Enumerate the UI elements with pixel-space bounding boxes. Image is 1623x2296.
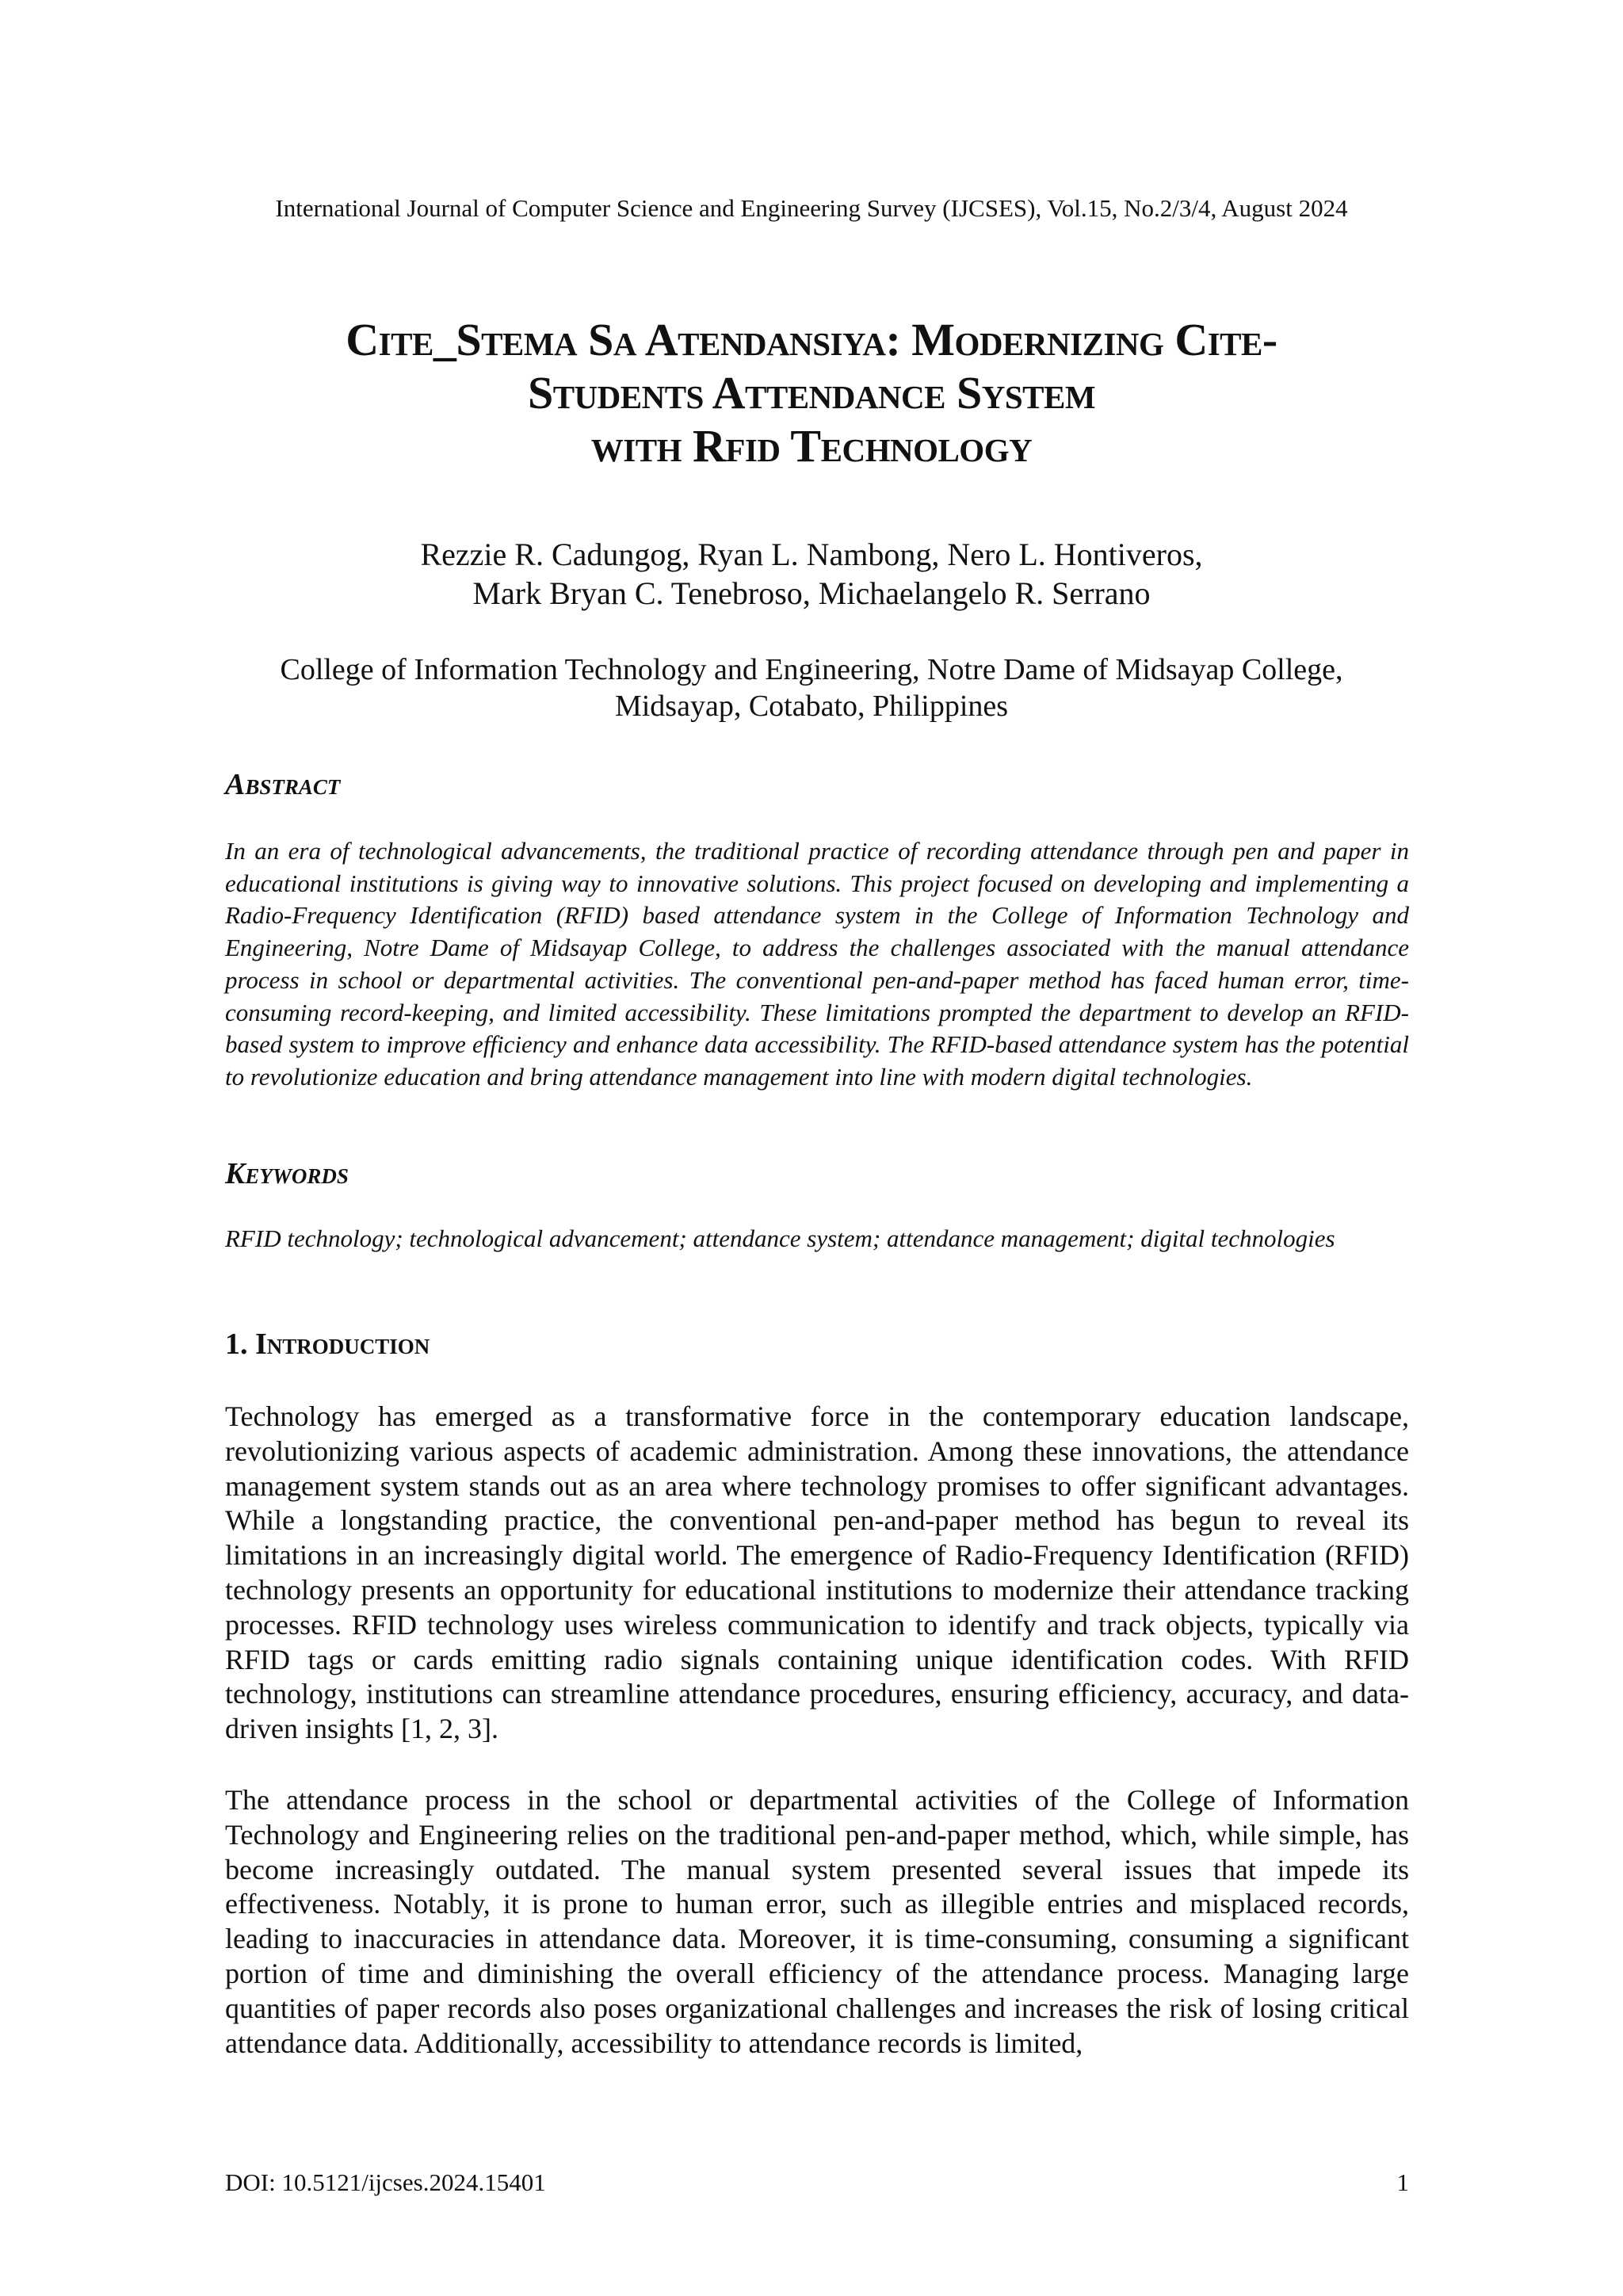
title-line-3: with Rfid Technology — [590, 420, 1033, 472]
abstract-text: In an era of technological advancements, the traditional practice of recording attendance through pen and paper in educational institutions is giving way to innovative solutions. This project focused on developing and implementing a Radio-Frequency Identification (RFID) based attendance system in the College of Information Technology and Engineering, Notre Dame of Midsayap College, to address the challenges associated with the manual attendance process in school or departmental activities. The conventional pen-and-paper method has faced human error, time-consuming record-keeping, and limited accessibility. These limitations prompted the department to develop an RFID-based system to improve efficiency and enhance data accessibility. The RFID-based attendance system has the potential to revolutionize education and bring attendance management into line with modern digital technologies. — [225, 837, 1409, 1091]
author-list — [158, 535, 1465, 613]
affiliation-line-2: Midsayap, Cotabato, Philippines — [614, 690, 1009, 723]
introduction-section — [225, 1326, 1409, 1362]
keywords-body — [225, 1223, 1409, 1255]
paper-title — [158, 313, 1465, 472]
title-line-2: Students Attendance System — [527, 367, 1096, 418]
doi-label: DOI: 10.5121/ijcses.2024.15401 — [225, 2168, 546, 2196]
page-number: 1 — [1396, 2168, 1409, 2196]
introduction-paragraph-1-block — [225, 1400, 1409, 1747]
running-header: International Journal of Computer Science and Engineering Survey (IJCSES), Vol.15, No.2/3/4, August 2024 — [275, 194, 1348, 222]
introduction-paragraph-2: The attendance process in the school or departmental activities of the College of Information Technology and Engineering relies on the traditional pen-and-paper method, which, while simple, has become increasingly outdated. The manual system presented several issues that impede its effectiveness. Notably, it is prone to human error, such as illegible entries and misplaced records, leading to inaccuracies in attendance data. Moreover, it is time-consuming, consuming a significant portion of time and diminishing the overall efficiency of the attendance process. Managing large quantities of paper records also poses organizational challenges and increases the risk of losing critical attendance data. Additionally, accessibility to attendance records is limited, — [225, 1784, 1409, 2059]
abstract-heading: Abstract — [225, 768, 341, 801]
keywords-text: RFID technology; technological advancement; attendance system; attendance management; digital technologies — [225, 1224, 1335, 1252]
affiliation — [158, 651, 1465, 724]
keywords-section — [225, 1156, 1409, 1192]
introduction-paragraph-1: Technology has emerged as a transformative force in the contemporary education landscape, revolutionizing various aspects of academic administration. Among these innovations, the attendance management system stands out as an area where technology promises to offer significant advantages. While a longstanding practice, the conventional pen-and-paper method has begun to reveal its limitations in an increasingly digital world. The emergence of Radio-Frequency Identification (RFID) technology presents an opportunity for educational institutions to modernize their attendance tracking processes. RFID technology uses wireless communication to identify and track objects, typically via RFID tags or cards emitting radio signals containing unique identification codes. With RFID technology, institutions can streamline attendance procedures, ensuring efficiency, accuracy, and data-driven insights [1, 2, 3]. — [225, 1400, 1409, 1745]
authors-line-1: Rezzie R. Cadungog, Ryan L. Nambong, Nero L. Hontiveros, — [420, 537, 1203, 572]
abstract-body — [225, 835, 1409, 1094]
introduction-heading: 1. Introduction — [225, 1328, 430, 1361]
abstract-section — [225, 766, 1409, 803]
affiliation-line-1: College of Information Technology and Engineering, Notre Dame of Midsayap College, — [280, 653, 1343, 686]
authors-line-2: Mark Bryan C. Tenebroso, Michaelangelo R. Serrano — [472, 575, 1151, 611]
keywords-heading: Keywords — [225, 1157, 349, 1190]
introduction-paragraph-2-block — [225, 1783, 1409, 2061]
title-line-1: Cite_Stema Sa Atendansiya: Modernizing Cite- — [346, 314, 1277, 365]
